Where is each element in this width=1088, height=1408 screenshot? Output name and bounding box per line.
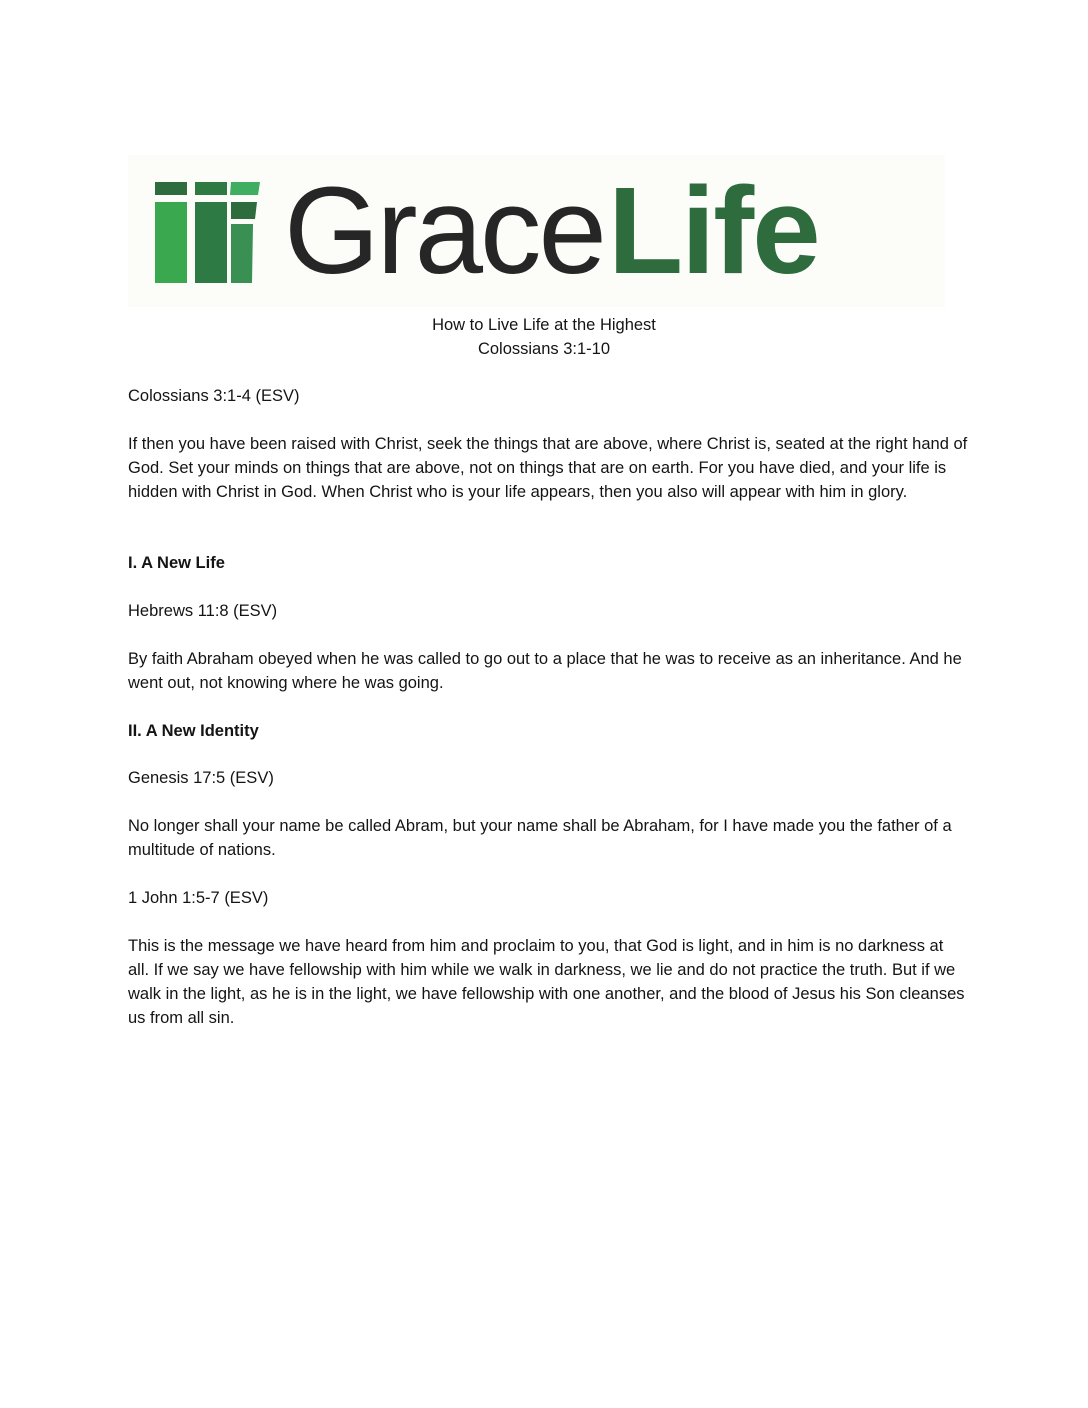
intro-scripture: If then you have been raised with Christ, seek the things that are above, where Christ is, seated at the right hand of God. Set your minds on things that are above, not on things that are on earth. For you have died, and your life is hidden with Christ in God. When Christ who is your life appears, then you also will appear with him in glory. [128,435,968,501]
heading-new-life: I. A New Life [128,554,225,572]
intro-reference: Colossians 3:1-4 (ESV) [128,387,300,405]
new-identity-scripture-1: No longer shall your name be called Abram, but your name shall be Abraham, for I have made you the father of a multitude of nations. [128,817,952,859]
new-identity-reference-2: 1 John 1:5-7 (ESV) [128,889,269,907]
new-life-scripture: By faith Abraham obeyed when he was called to go out to a place that he was to receive as an inheritance. And he went out, not knowing where he was going. [128,650,962,692]
logo-word-grace: Grace [284,162,604,300]
heading-new-identity: II. A New Identity [128,722,259,740]
logo-word-life: Life [607,162,819,300]
document-title: How to Live Life at the Highest [432,316,656,334]
gracelife-logo [128,155,945,307]
new-identity-reference-1: Genesis 17:5 (ESV) [128,769,274,787]
new-life-reference: Hebrews 11:8 (ESV) [128,602,278,620]
cross-logo-icon [155,182,260,283]
document-reference: Colossians 3:1-10 [477,340,611,358]
new-identity-scripture-2: This is the message we have heard from him and proclaim to you, that God is light, and in him is no darkness at all. If we say we have fellowship with him while we walk in darkness, we lie and do not practice the truth. But if we walk in the light, as he is in the light, we have fellowship with one another, and the blood of Jesus his Son cleanses us from all sin. [128,937,965,1027]
